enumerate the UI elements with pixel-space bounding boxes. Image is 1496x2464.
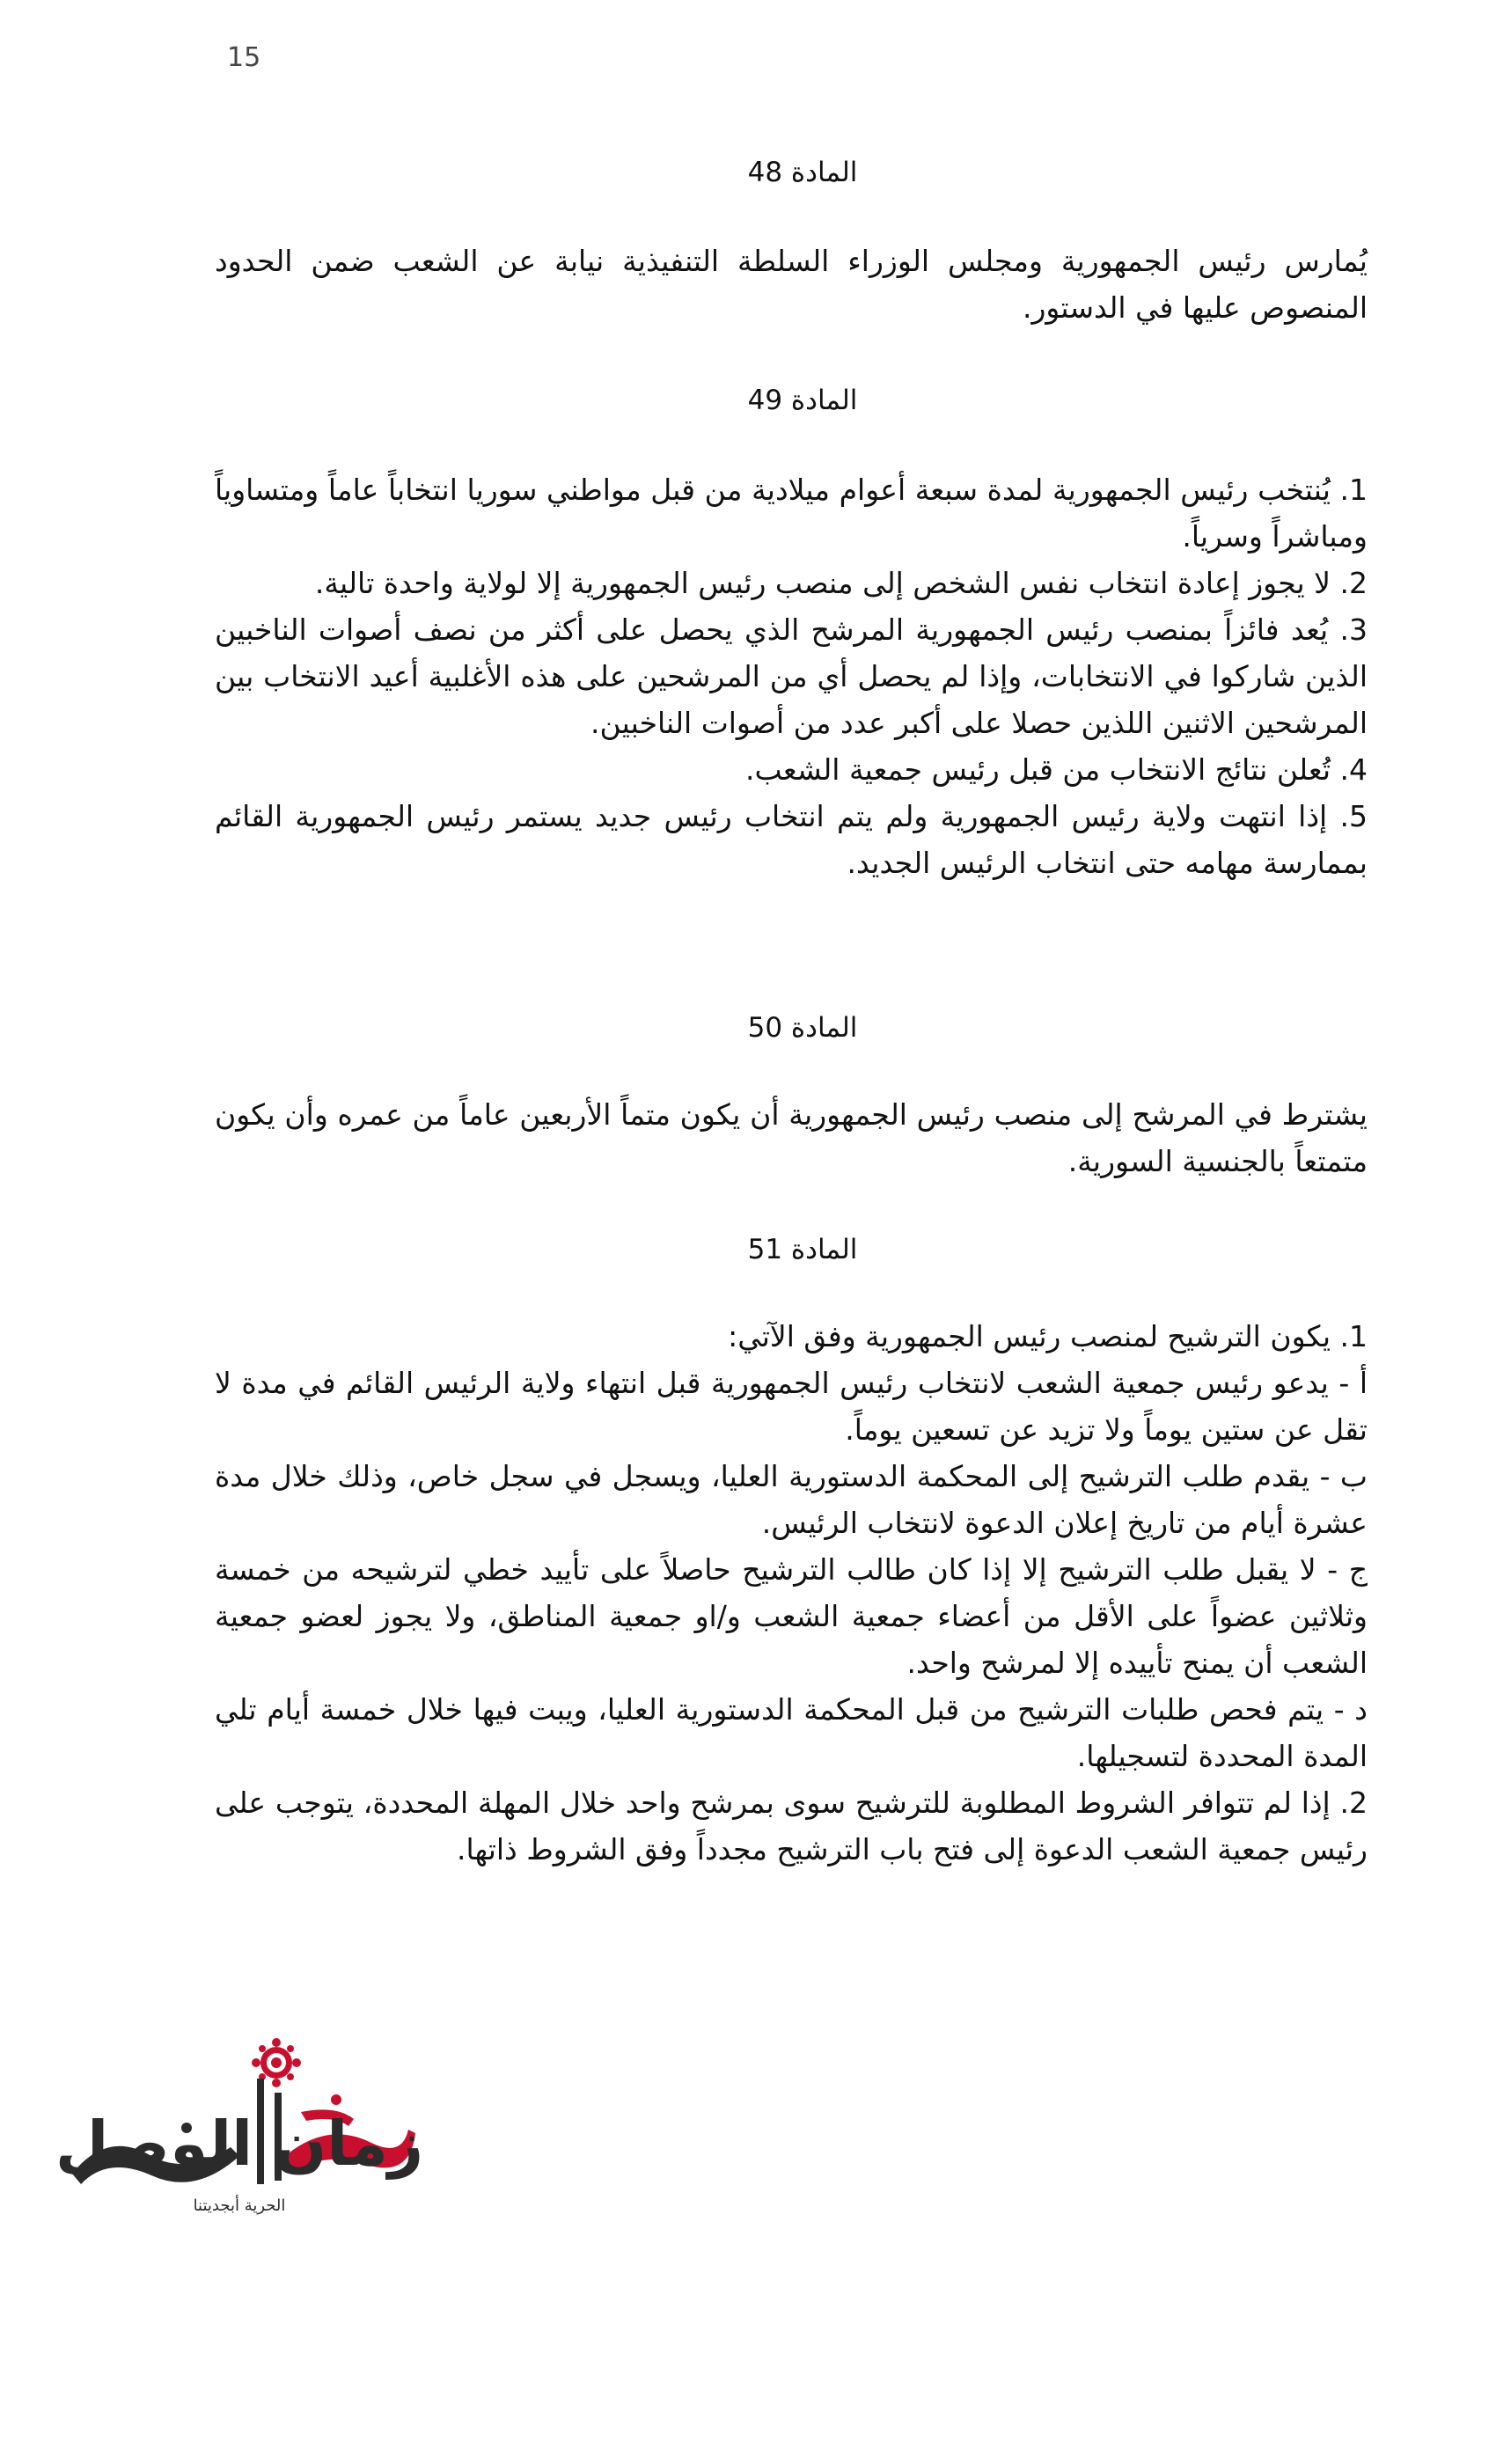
article-50-body [215,1091,1368,1184]
article-title-51: المادة 51 [747,1234,858,1265]
article-49-item-4: 4. تُعلن نتائج الانتخاب من قبل رئيس جمعية الشعب. [745,752,1368,787]
logo-mark [55,2024,424,2235]
article-48-body [215,238,1368,331]
article-49-body [215,466,1368,886]
article-48-paragraph: يُمارس رئيس الجمهورية ومجلس الوزراء السلطة التنفيذية نيابة عن الشعب ضمن الحدود المنصوص عليها في الدستور. [215,244,1368,325]
logo-text: زمان الوصل [55,2108,424,2180]
article-51-body [215,1313,1368,1873]
article-51-item-b: ب - يقدم طلب الترشيح إلى المحكمة الدستورية العليا، ويسجل في سجل خاص، وذلك خلال مدة عشرة أيام من تاريخ إعلان الدعوة لانتخاب الرئيس. [215,1459,1368,1540]
article-49-item-3: 3. يُعد فائزاً بمنصب رئيس الجمهورية المرشح الذي يحصل على أكثر من نصف أصوات الناخبين الذين شاركوا في الانتخابات، وإذا لم يحصل أي من المرشحين على هذه الأغلبية أعيد الانتخاب بين المرشحين الاثنين اللذين حصلا على أكبر عدد من أصوات الناخبين. [215,612,1368,740]
article-51-item-c: ج - لا يقبل طلب الترشيح إلا إذا كان طالب الترشيح حاصلاً على تأييد خطي لترشيحه من خمسة وثلاثين عضواً على الأقل من أعضاء جمعية الشعب و/او جمعية المناطق، ولا يجوز لعضو جمعية الشعب أن يمنح تأييده إلا لمرشح واحد. [215,1552,1368,1680]
article-49-item-5: 5. إذا انتهت ولاية رئيس الجمهورية ولم يتم انتخاب رئيس جديد يستمر رئيس الجمهورية القائم بممارسة مهامه حتى انتخاب الرئيس الجديد. [215,799,1368,880]
article-title-49: المادة 49 [747,385,858,416]
article-51-item-d: د - يتم فحص طلبات الترشيح من قبل المحكمة الدستورية العليا، ويبت فيها خلال خمسة أيام تلي المدة المحددة لتسجيلها. [215,1692,1368,1773]
logo-tagline: الحرية أبجديتنا [193,2196,286,2215]
zaman-alwasl-logo [55,2024,424,2235]
article-51-item-a: أ - يدعو رئيس جمعية الشعب لانتخاب رئيس الجمهورية قبل انتهاء ولاية الرئيس القائم في مدة لا تقل عن ستين يوماً ولا تزيد عن تسعين يوماً. [215,1366,1368,1447]
article-49-item-1: 1. يُنتخب رئيس الجمهورية لمدة سبعة أعوام ميلادية من قبل مواطني سوريا انتخاباً عاماً ومتساوياً ومباشراً وسرياً. [215,473,1368,554]
article-51-item-1: 1. يكون الترشيح لمنصب رئيس الجمهورية وفق الآتي: [728,1319,1368,1353]
article-title-50: المادة 50 [747,1012,858,1044]
page-number: 15 [227,42,261,73]
article-49-item-2: 2. لا يجوز إعادة انتخاب نفس الشخص إلى منصب رئيس الجمهورية إلا لولاية واحدة تالية. [314,566,1368,600]
article-50-paragraph: يشترط في المرشح إلى منصب رئيس الجمهورية أن يكون متماً الأربعين عاماً من عمره وأن يكون متمتعاً بالجنسية السورية. [215,1097,1368,1178]
article-title-48: المادة 48 [747,157,858,188]
article-51-item-2: 2. إذا لم تتوافر الشروط المطلوبة للترشيح سوى بمرشح واحد خلال المهلة المحددة، يتوجب على رئيس جمعية الشعب الدعوة إلى فتح باب الترشيح مجدداً وفق الشروط ذاتها. [215,1786,1368,1866]
